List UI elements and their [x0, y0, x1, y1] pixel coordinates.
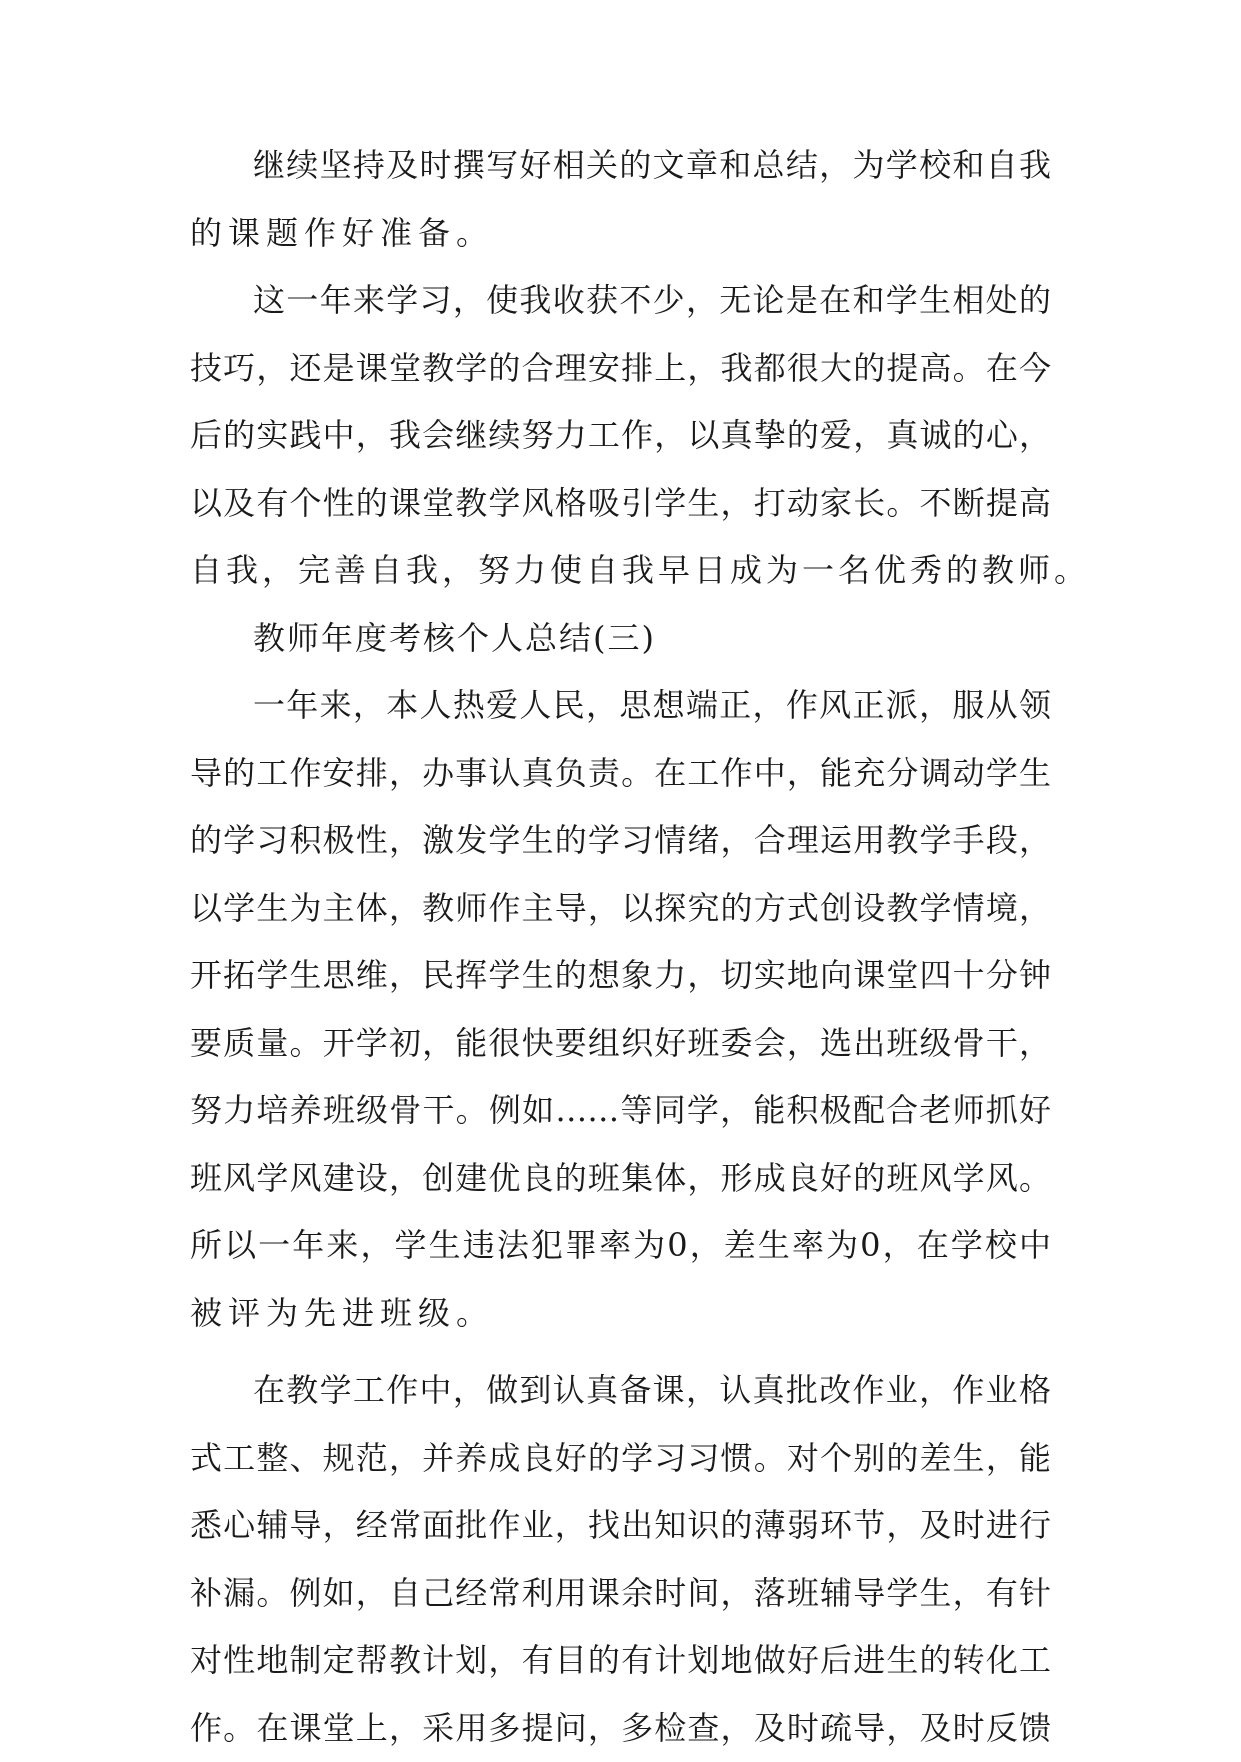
section-heading: 教师年度考核个人总结(三)	[190, 605, 1051, 673]
paragraph-line: 补漏。例如，自己经常利用课余时间，落班辅导学生，有针	[190, 1560, 1051, 1628]
document-body	[190, 132, 1051, 1762]
paragraph-line: 对性地制定帮教计划，有目的有计划地做好后进生的转化工	[190, 1627, 1051, 1695]
paragraph-gap	[190, 1347, 1051, 1357]
paragraph-line: 要质量。开学初，能很快要组织好班委会，选出班级骨干，	[190, 1010, 1051, 1078]
paragraph-line: 自我，完善自我，努力使自我早日成为一名优秀的教师。	[190, 537, 1051, 605]
paragraph-line: 的课题作好准备。	[190, 200, 1051, 268]
paragraph-line: 以学生为主体，教师作主导，以探究的方式创设教学情境，	[190, 875, 1051, 943]
paragraph-line: 继续坚持及时撰写好相关的文章和总结，为学校和自我	[190, 132, 1051, 200]
paragraph-line: 作。在课堂上，采用多提问，多检查，及时疏导，及时反馈	[190, 1695, 1051, 1762]
paragraph-line: 班风学风建设，创建优良的班集体，形成良好的班风学风。	[190, 1145, 1051, 1213]
paragraph-line: 导的工作安排，办事认真负责。在工作中，能充分调动学生	[190, 740, 1051, 808]
paragraph-line: 后的实践中，我会继续努力工作，以真挚的爱，真诚的心，	[190, 402, 1051, 470]
paragraph-line: 一年来，本人热爱人民，思想端正，作风正派，服从领	[190, 672, 1051, 740]
paragraph-line: 式工整、规范，并养成良好的学习习惯。对个别的差生，能	[190, 1425, 1051, 1493]
paragraph-line: 开拓学生思维，民挥学生的想象力，切实地向课堂四十分钟	[190, 942, 1051, 1010]
paragraph-line: 悉心辅导，经常面批作业，找出知识的薄弱环节，及时进行	[190, 1492, 1051, 1560]
paragraph-line: 技巧，还是课堂教学的合理安排上，我都很大的提高。在今	[190, 335, 1051, 403]
paragraph-line: 这一年来学习，使我收获不少，无论是在和学生相处的	[190, 267, 1051, 335]
paragraph-line: 在教学工作中，做到认真备课，认真批改作业，作业格	[190, 1357, 1051, 1425]
paragraph-line: 被评为先进班级。	[190, 1280, 1051, 1348]
paragraph-line: 所以一年来，学生违法犯罪率为0，差生率为0，在学校中	[190, 1212, 1051, 1280]
paragraph-line: 的学习积极性，激发学生的学习情绪，合理运用教学手段，	[190, 807, 1051, 875]
paragraph-line: 以及有个性的课堂教学风格吸引学生，打动家长。不断提高	[190, 470, 1051, 538]
paragraph-line: 努力培养班级骨干。例如……等同学，能积极配合老师抓好	[190, 1077, 1051, 1145]
